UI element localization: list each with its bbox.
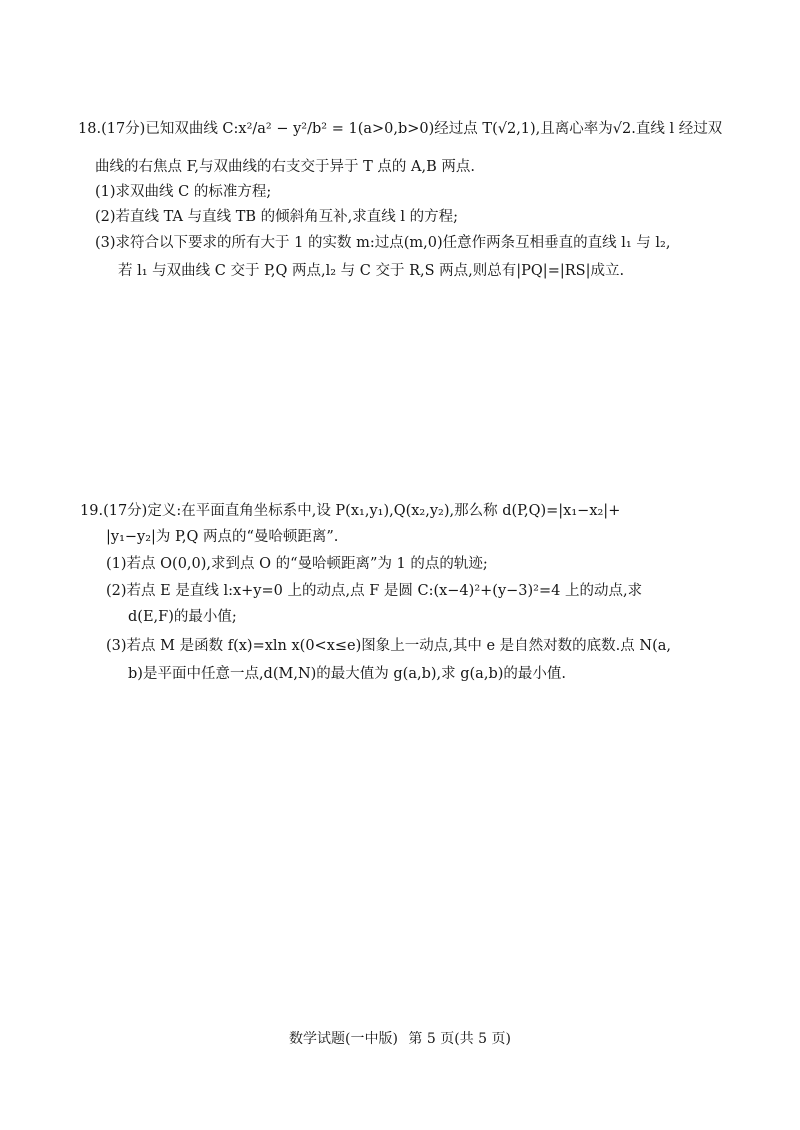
question-18-part1: (1)求双曲线 C 的标准方程; (95, 184, 272, 200)
question-19-part3-line2: b)是平面中任意一点,d(M,N)的最大值为 g(a,b),求 g(a,b)的最小值. (128, 666, 566, 682)
question-18-part2: (2)若直线 TA 与直线 TB 的倾斜角互补,求直线 l 的方程; (95, 209, 459, 225)
footer-page-number: 第 5 页(共 5 页) (408, 1031, 511, 1047)
question-18-part3-line1: (3)求符合以下要求的所有大于 1 的实数 m:过点(m,0)任意作两条互相垂直的直线 l₁ 与 l₂, (95, 235, 671, 251)
question-19-part3-line1: (3)若点 M 是函数 f(x)=xln x(0<x≤e)图象上一动点,其中 e 是自然对数的底数.点 N(a, (106, 638, 671, 654)
question-18-stem-line2: 曲线的右焦点 F,与双曲线的右支交于异于 T 点的 A,B 两点. (95, 159, 475, 175)
question-18-part3-line2: 若 l₁ 与双曲线 C 交于 P,Q 两点,l₂ 与 C 交于 R,S 两点,则总有|PQ|=|RS|成立. (118, 263, 625, 279)
question-19-part2-line2: d(E,F)的最小值; (128, 609, 237, 625)
question-18-number: 18. (78, 121, 102, 137)
page-footer (0, 1028, 800, 1048)
question-19-number: 19. (80, 503, 104, 519)
question-19-stem-line1: 19.(17分)定义:在平面直角坐标系中,设 P(x₁,y₁),Q(x₂,y₂),那么称 d(P,Q)=|x₁−x₂|+ (80, 503, 621, 519)
question-19-part2-line1: (2)若点 E 是直线 l:x+y=0 上的动点,点 F 是圆 C:(x−4)²+(y−3)²=4 上的动点,求 (106, 583, 643, 599)
question-18-stem-line1: 18.(17分)已知双曲线 C:x²/a² − y²/b² = 1(a>0,b>0)经过点 T(√2,1),且离心率为√2.直线 l 经过双 (78, 121, 723, 137)
footer-subject: 数学试题(一中版) (289, 1031, 398, 1047)
question-19-stem-line2: |y₁−y₂|为 P,Q 两点的“曼哈顿距离”. (106, 529, 339, 545)
question-19-part1: (1)若点 O(0,0),求到点 O 的“曼哈顿距离”为 1 的点的轨迹; (106, 556, 488, 572)
